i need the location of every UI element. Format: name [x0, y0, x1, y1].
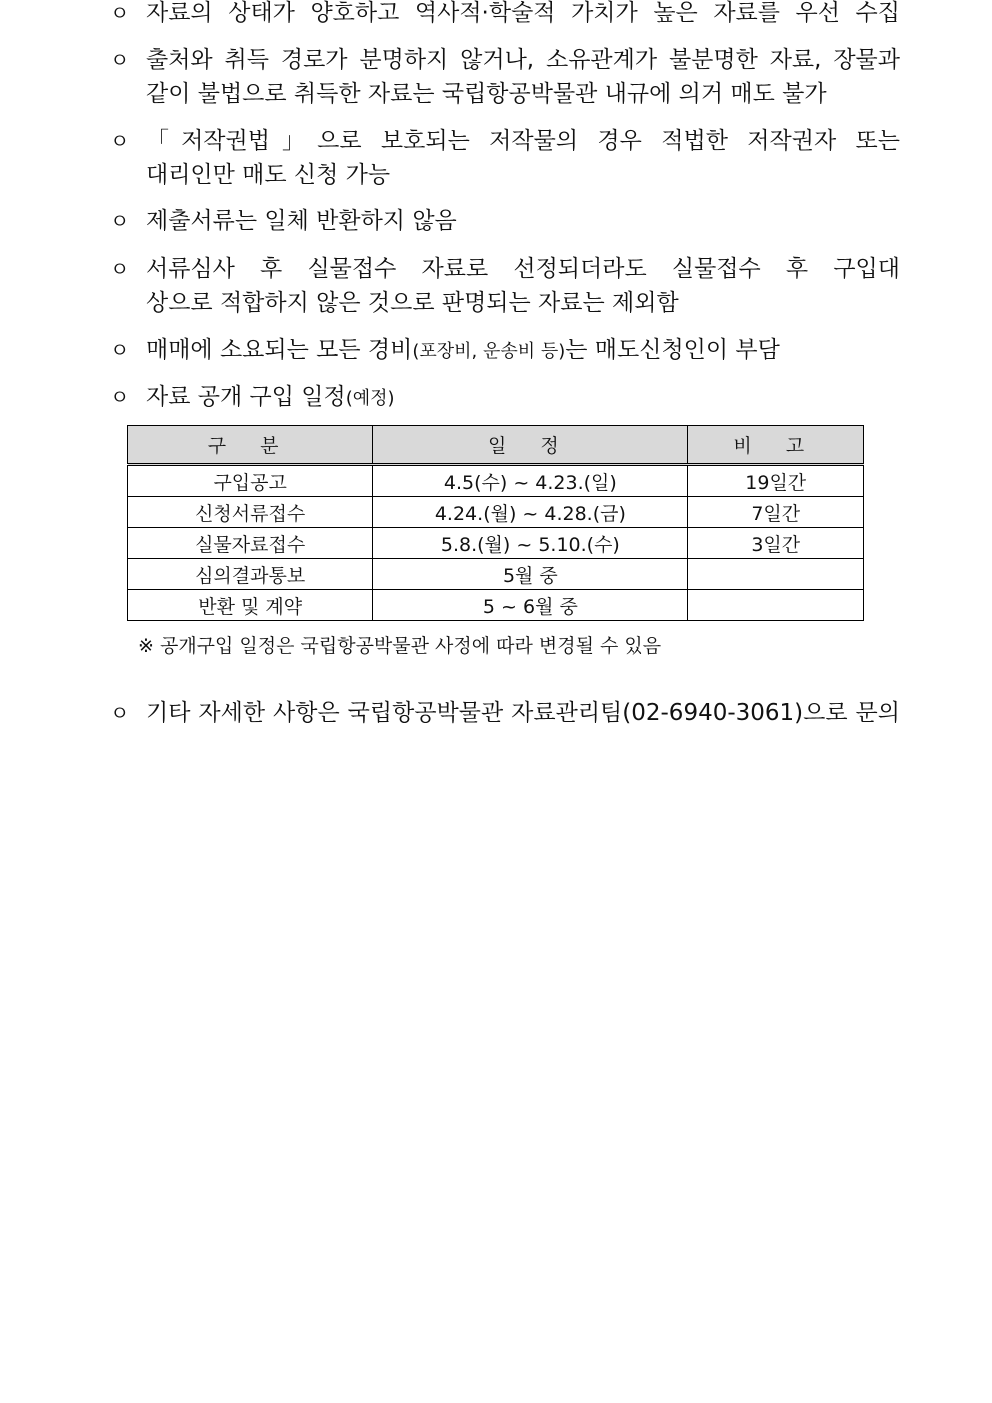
item-text-main: 매매에 소요되는 모든 경비	[146, 337, 413, 363]
cell-schedule: 4.5(수) ~ 4.23.(일)	[373, 465, 688, 497]
item-text-line1: 서류심사 후 실물접수 자료로 선정되더라도 실물접수 후 구입대	[146, 256, 900, 282]
bullet-item-6	[110, 333, 900, 369]
item-text-parenthetical: (포장비, 운송비 등)	[412, 341, 566, 362]
item-text-parenthetical: (예정)	[345, 388, 395, 409]
bullet-icon: ㅇ	[110, 338, 130, 362]
item-text-tail: 는 매도신청인이 부담	[565, 337, 780, 363]
bullet-item-final	[110, 696, 900, 730]
cell-category: 구입공고	[128, 465, 373, 497]
cell-remarks	[688, 590, 864, 621]
cell-category: 심의결과통보	[128, 559, 373, 590]
table-row	[128, 528, 864, 559]
cell-category: 신청서류접수	[128, 497, 373, 528]
item-text	[146, 333, 900, 369]
item-text: 제출서류는 일체 반환하지 않음	[146, 208, 457, 234]
bullet-icon: ㅇ	[110, 701, 130, 725]
bullet-item-4	[110, 204, 900, 238]
cell-remarks: 19일간	[688, 465, 864, 497]
cell-schedule: 4.24.(월) ~ 4.28.(금)	[373, 497, 688, 528]
table-header-row	[128, 426, 864, 465]
bullet-icon: ㅇ	[110, 1, 130, 25]
item-text-line2: 같이 불법으로 취득한 자료는 국립항공박물관 내규에 의거 매도 불가	[146, 81, 827, 107]
item-text: 자료의 상태가 양호하고 역사적·학술적 가치가 높은 자료를 우선 수집	[146, 0, 900, 26]
bullet-icon: ㅇ	[110, 129, 130, 153]
header-schedule: 일 정	[373, 426, 688, 465]
table-row	[128, 590, 864, 621]
item-text-line1: 「저작권법」으로 보호되는 저작물의 경우 적법한 저작권자 또는	[146, 128, 900, 154]
cell-remarks: 7일간	[688, 497, 864, 528]
item-text	[146, 380, 900, 416]
item-text-line2: 상으로 적합하지 않은 것으로 판명되는 자료는 제외함	[146, 290, 679, 316]
item-text-line2: 대리인만 매도 신청 가능	[146, 162, 391, 188]
item-text-main: 자료 공개 구입 일정	[146, 384, 346, 410]
schedule-table	[127, 425, 864, 621]
cell-category: 반환 및 계약	[128, 590, 373, 621]
bullet-icon: ㅇ	[110, 209, 130, 233]
cell-remarks	[688, 559, 864, 590]
schedule-note: ※ 공개구입 일정은 국립항공박물관 사정에 따라 변경될 수 있음	[138, 635, 662, 657]
table-row	[128, 497, 864, 528]
item-text-line1: 출처와 취득 경로가 분명하지 않거나, 소유관계가 불분명한 자료, 장물과	[146, 47, 900, 73]
bullet-icon: ㅇ	[110, 257, 130, 281]
cell-category: 실물자료접수	[128, 528, 373, 559]
bullet-icon: ㅇ	[110, 385, 130, 409]
bullet-item-2	[110, 43, 900, 111]
bullet-item-3	[110, 124, 900, 192]
bullet-item-7	[110, 380, 900, 416]
cell-remarks: 3일간	[688, 528, 864, 559]
item-text: 기타 자세한 사항은 국립항공박물관 자료관리팀(02-6940-3061)으로 문의	[146, 700, 900, 726]
table-row	[128, 559, 864, 590]
bullet-icon: ㅇ	[110, 48, 130, 72]
bullet-item-1	[110, 0, 900, 30]
header-remarks: 비 고	[688, 426, 864, 465]
table-row	[128, 465, 864, 497]
bullet-item-5	[110, 252, 900, 320]
cell-schedule: 5 ~ 6월 중	[373, 590, 688, 621]
header-category: 구 분	[128, 426, 373, 465]
cell-schedule: 5.8.(월) ~ 5.10.(수)	[373, 528, 688, 559]
cell-schedule: 5월 중	[373, 559, 688, 590]
